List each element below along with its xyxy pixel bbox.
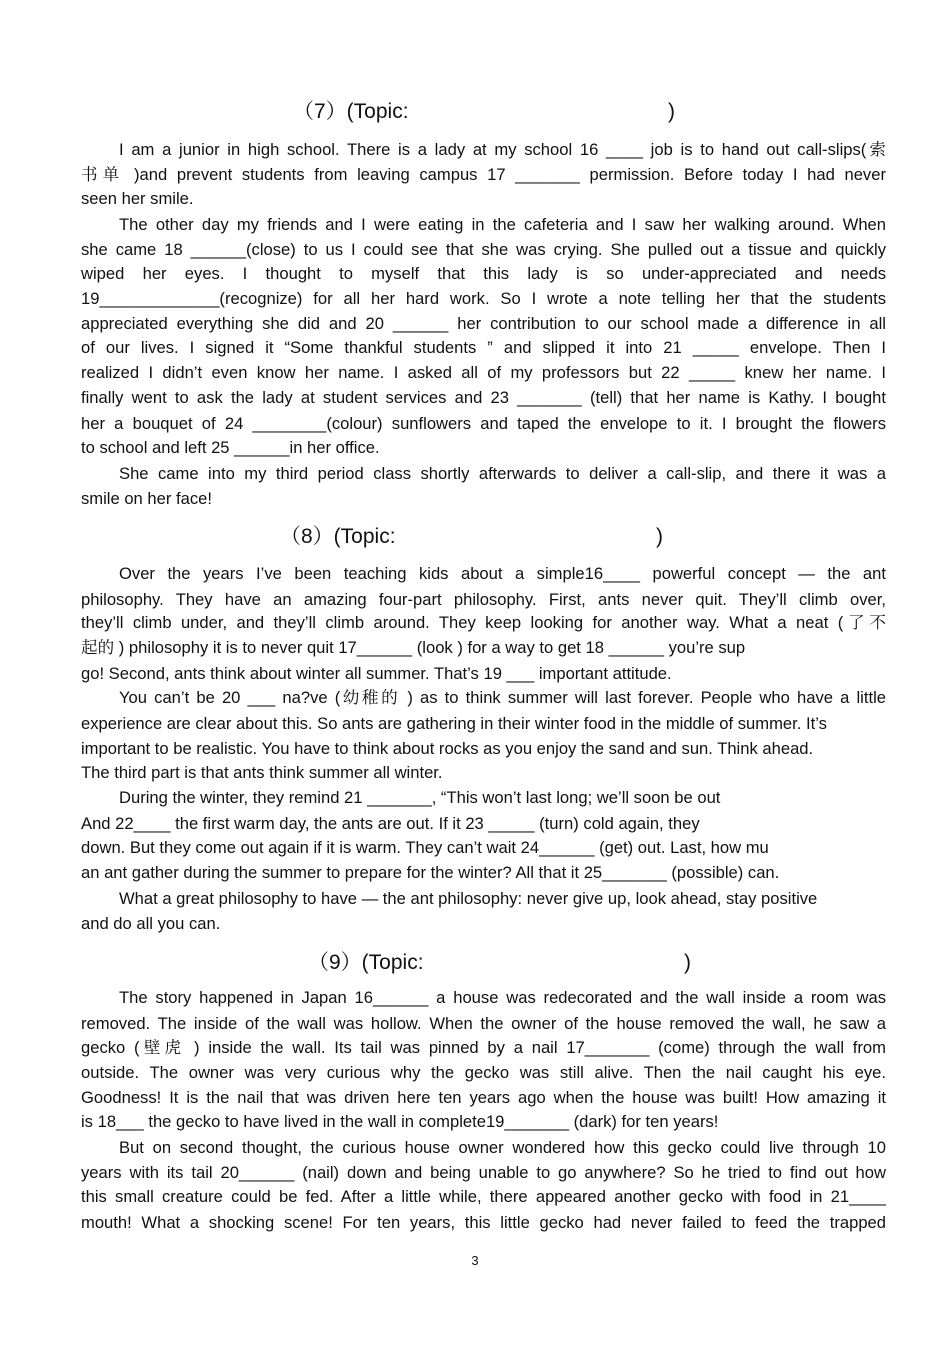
- text-line: and do all you can.: [81, 914, 221, 933]
- section-heading-close: ): [668, 100, 675, 123]
- text-line: mouth! What a shocking scene! For ten years, this little gecko had never failed to feed the trapped: [81, 1213, 886, 1232]
- section-heading-label: （9）(Topic:: [308, 951, 424, 974]
- text-line: You can’t be 20 ___ na?ve (幼稚的 ) as to think summer will last forever. People who have a little: [119, 688, 886, 707]
- section-7-heading: [0, 97, 950, 127]
- text-line: important to be realistic. You have to think about rocks as you enjoy the sand and sun. Think ahead.: [81, 739, 814, 758]
- text-line: gecko (壁虎 ) inside the wall. Its tail was pinned by a nail 17_______ (come) through the wall from: [81, 1038, 886, 1057]
- section-heading-label: （8）(Topic:: [280, 525, 396, 548]
- text-line: The story happened in Japan 16______ a house was redecorated and the wall inside a room was: [119, 988, 886, 1007]
- text-line: She came into my third period class shortly afterwards to deliver a call-slip, and there it was a: [119, 464, 886, 483]
- text-line: But on second thought, the curious house owner wondered how this gecko could live through 10: [119, 1138, 886, 1157]
- text-line: is 18___ the gecko to have lived in the wall in complete19_______ (dark) for ten years!: [81, 1112, 719, 1131]
- text-line: And 22____ the first warm day, the ants are out. If it 23 _____ (turn) cold again, they: [81, 814, 700, 833]
- text-line: 19_____________(recognize) for all her hard work. So I wrote a note telling her that the students: [81, 289, 886, 308]
- text-line: appreciated everything she did and 20 ______ her contribution to our school made a difference in all: [81, 314, 886, 333]
- text-line: wiped her eyes. I thought to myself that this lady is so under-appreciated and needs: [81, 264, 886, 283]
- section-heading-label: （7）(Topic:: [293, 100, 409, 123]
- text-line: her a bouquet of 24 ________(colour) sunflowers and taped the envelope to it. I brought the flowers: [81, 414, 886, 433]
- text-line: The third part is that ants think summer all winter.: [81, 763, 443, 782]
- page-number: 3: [471, 1253, 479, 1268]
- text-line: realized I didn’t even know her name. I asked all of my professors but 22 _____ knew her name. I: [81, 363, 886, 382]
- text-line: removed. The inside of the wall was hollow. When the owner of the house removed the wall, he saw a: [81, 1014, 886, 1033]
- text-line: of our lives. I signed it “Some thankful students ” and slipped it into 21 _____ envelope. Then I: [81, 338, 886, 357]
- text-line: During the winter, they remind 21 _______, “This won’t last long; we’ll soon be out: [119, 788, 721, 807]
- text-line: years with its tail 20______ (nail) down and being unable to go anywhere? So he tried to find out how: [81, 1163, 886, 1182]
- text-line: Goodness! It is the nail that was driven here ten years ago when the house was built! How amazing it: [81, 1088, 886, 1107]
- text-line: experience are clear about this. So ants are gathering in their winter food in the middle of summer. It’s: [81, 714, 827, 733]
- text-line: go! Second, ants think about winter all summer. That’s 19 ___ important attitude.: [81, 664, 672, 683]
- text-line: they’ll climb under, and they’ll climb around. They keep looking for another way. What a neat (了不: [81, 613, 886, 632]
- text-line: smile on her face!: [81, 489, 212, 508]
- text-line: outside. The owner was very curious why the gecko was still alive. Then the nail caught his eye.: [81, 1063, 886, 1082]
- section-heading-close: ): [656, 525, 663, 548]
- text-line: What a great philosophy to have — the ant philosophy: never give up, look ahead, stay positive: [119, 889, 818, 908]
- section-9-heading: [0, 948, 950, 978]
- text-line: Over the years I’ve been teaching kids about a simple16____ powerful concept — the ant: [119, 564, 886, 583]
- section-heading-close: ): [684, 951, 691, 974]
- text-line: 起的 ) philosophy it is to never quit 17______ (look ) for a way to get 18 ______ you’re sup: [81, 638, 746, 657]
- text-line: down. But they come out again if it is warm. They can’t wait 24______ (get) out. Last, how mu: [81, 838, 769, 857]
- text-line: The other day my friends and I were eating in the cafeteria and I saw her walking around. When: [119, 215, 886, 234]
- text-line: she came 18 ______(close) to us I could see that she was crying. She pulled out a tissue and quickly: [81, 240, 886, 259]
- text-line: I am a junior in high school. There is a lady at my school 16 ____ job is to hand out call-slips(索: [119, 140, 886, 159]
- text-line: this small creature could be fed. After a little while, there appeared another gecko with food in 21____: [81, 1187, 886, 1206]
- text-line: 书单 )and prevent students from leaving campus 17 _______ permission. Before today I had never: [81, 165, 886, 184]
- text-line: to school and left 25 ______in her office.: [81, 438, 380, 457]
- section-8-heading: [0, 522, 950, 552]
- text-line: seen her smile.: [81, 189, 194, 208]
- text-line: an ant gather during the summer to prepare for the winter? All that it 25_______ (possible) can.: [81, 863, 780, 882]
- text-line: philosophy. They have an amazing four-part philosophy. First, ants never quit. They’ll climb over,: [81, 590, 886, 609]
- text-line: finally went to ask the lady at student services and 23 _______ (tell) that her name is Kathy. I bought: [81, 388, 886, 407]
